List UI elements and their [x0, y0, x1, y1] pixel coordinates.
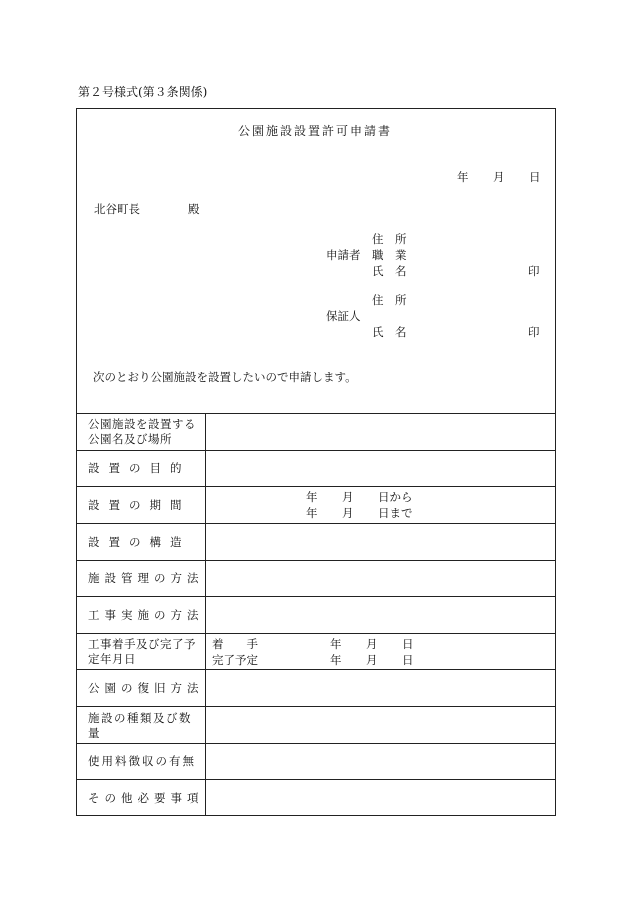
- form-number: 第２号様式(第３条関係): [78, 85, 208, 99]
- row-label-fee-collection: 使用料徴収の有無: [88, 754, 196, 768]
- row-divider: [76, 706, 556, 707]
- row-label-park-name: 公園施設を設置する公園名及び場所: [88, 417, 196, 446]
- construction-start-label: 着 手: [212, 637, 258, 651]
- row-label-other-matters: その他必要事項: [88, 791, 204, 805]
- row-label-restoration: 公園の復旧方法: [88, 681, 204, 695]
- row-label-structure: 設置の構造: [88, 535, 191, 549]
- period-end-day: 日まで: [378, 506, 413, 520]
- row-divider: [76, 633, 556, 634]
- applicant-address-label: 住 所: [372, 232, 407, 246]
- row-label-construction-dates: 工事着手及び完了予定年月日: [88, 637, 196, 666]
- guarantor-label: 保証人: [326, 309, 361, 323]
- date-year: 年: [457, 170, 469, 184]
- period-start-month: 月: [342, 490, 354, 504]
- column-divider: [205, 413, 206, 816]
- construction-end-label: 完了予定: [212, 653, 258, 667]
- construction-end-day: 日: [402, 653, 414, 667]
- form-title: 公園施設設置許可申請書: [238, 124, 393, 138]
- row-label-construction-method: 工事実施の方法: [88, 608, 204, 622]
- construction-start-day: 日: [402, 637, 414, 651]
- row-divider: [76, 523, 556, 524]
- date-day: 日: [529, 170, 541, 184]
- row-divider: [76, 450, 556, 451]
- addressee-honorific: 殿: [188, 202, 200, 216]
- row-label-facility-type: 施設の種類及び数量: [88, 711, 192, 740]
- guarantor-seal: 印: [528, 325, 540, 339]
- table-top-border: [76, 413, 556, 414]
- applicant-name-label: 氏 名: [372, 264, 407, 278]
- row-divider: [76, 486, 556, 487]
- construction-start-month: 月: [366, 637, 378, 651]
- row-label-period: 設置の期間: [88, 498, 191, 512]
- row-label-purpose: 設置の目的: [88, 461, 191, 475]
- addressee-name: 北谷町長: [94, 202, 140, 216]
- applicant-occupation-label: 職 業: [372, 248, 407, 262]
- applicant-seal: 印: [528, 264, 540, 278]
- guarantor-name-label: 氏 名: [372, 325, 407, 339]
- row-divider: [76, 743, 556, 744]
- period-end-year: 年: [306, 506, 318, 520]
- construction-end-year: 年: [330, 653, 342, 667]
- application-statement: 次のとおり公園施設を設置したいので申請します。: [93, 370, 357, 384]
- row-divider: [76, 596, 556, 597]
- row-divider: [76, 779, 556, 780]
- period-start-year: 年: [306, 490, 318, 504]
- construction-end-month: 月: [366, 653, 378, 667]
- row-divider: [76, 669, 556, 670]
- period-end-month: 月: [342, 506, 354, 520]
- row-label-management: 施設管理の方法: [88, 571, 204, 585]
- date-month: 月: [493, 170, 505, 184]
- period-start-day: 日から: [378, 490, 413, 504]
- row-divider: [76, 560, 556, 561]
- guarantor-address-label: 住 所: [372, 293, 407, 307]
- construction-start-year: 年: [330, 637, 342, 651]
- applicant-label: 申請者: [326, 248, 361, 262]
